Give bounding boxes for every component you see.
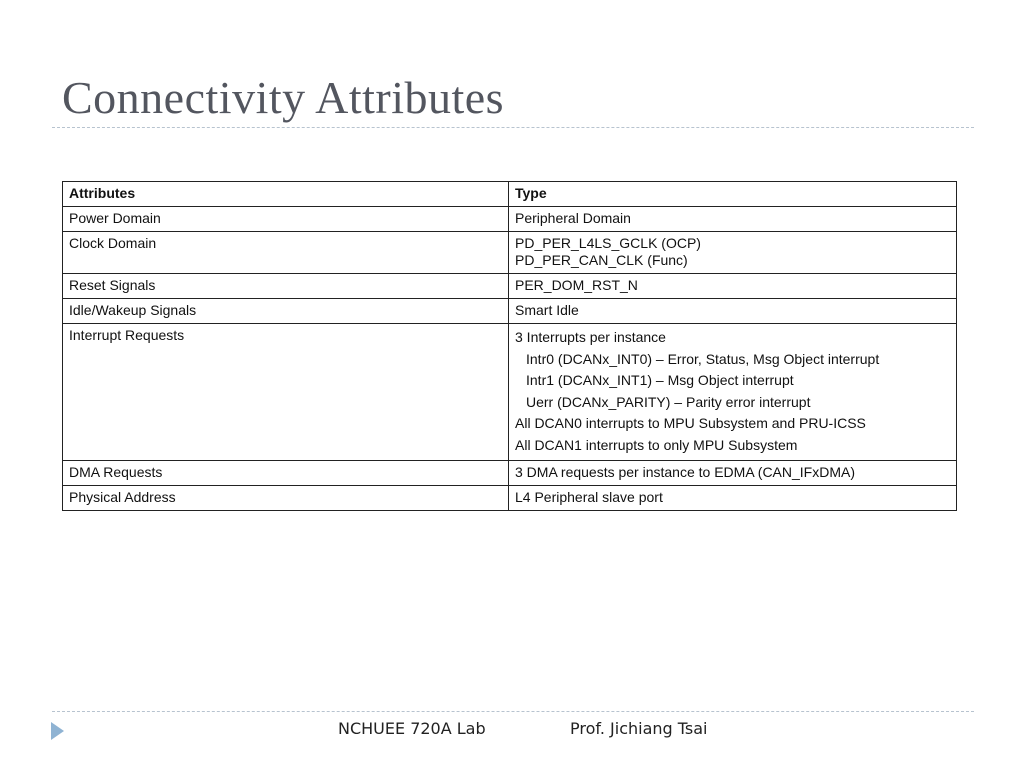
row-type: [509, 324, 957, 461]
footer-professor: Prof. Jichiang Tsai: [570, 719, 708, 738]
row-type: PER_DOM_RST_N: [509, 274, 957, 299]
type-line: 3 Interrupts per instance: [515, 329, 666, 345]
slide-title: Connectivity Attributes: [62, 72, 505, 123]
row-attribute: Clock Domain: [63, 232, 509, 274]
table-header-row: [63, 182, 957, 207]
row-type: L4 Peripheral slave port: [509, 486, 957, 511]
row-attribute: Interrupt Requests: [63, 324, 509, 461]
footer-divider: [52, 711, 974, 712]
triangle-bullet-icon: [51, 722, 64, 740]
row-attribute: Physical Address: [63, 486, 509, 511]
row-type: Smart Idle: [509, 299, 957, 324]
title-divider: [52, 127, 974, 128]
type-line: PD_PER_CAN_CLK (Func): [515, 252, 688, 268]
table-row: [63, 461, 957, 486]
type-line: PD_PER_L4LS_GCLK (OCP): [515, 235, 701, 251]
type-line: Uerr (DCANx_PARITY) – Parity error interrupt: [526, 393, 811, 410]
row-attribute: Power Domain: [63, 207, 509, 232]
header-attributes: Attributes: [63, 182, 509, 207]
row-attribute: DMA Requests: [63, 461, 509, 486]
row-attribute: Reset Signals: [63, 274, 509, 299]
table-row: [63, 207, 957, 232]
type-line: All DCAN1 interrupts to only MPU Subsystem: [515, 436, 798, 453]
type-line: Intr1 (DCANx_INT1) – Msg Object interrupt: [526, 372, 794, 388]
row-type: 3 DMA requests per instance to EDMA (CAN_IFxDMA): [509, 461, 957, 486]
header-type: Type: [509, 182, 957, 207]
table-row: [63, 274, 957, 299]
table-row: [63, 232, 957, 274]
type-line: Intr0 (DCANx_INT0) – Error, Status, Msg Object interrupt: [526, 350, 880, 367]
table-row: [63, 299, 957, 324]
type-line: All DCAN0 interrupts to MPU Subsystem and PRU-ICSS: [515, 415, 866, 431]
table-row: [63, 324, 957, 461]
table-row: [63, 486, 957, 511]
row-attribute: Idle/Wakeup Signals: [63, 299, 509, 324]
footer-lab: NCHUEE 720A Lab: [338, 719, 486, 738]
row-type: [509, 232, 957, 274]
connectivity-table: [62, 181, 957, 511]
row-type: Peripheral Domain: [509, 207, 957, 232]
